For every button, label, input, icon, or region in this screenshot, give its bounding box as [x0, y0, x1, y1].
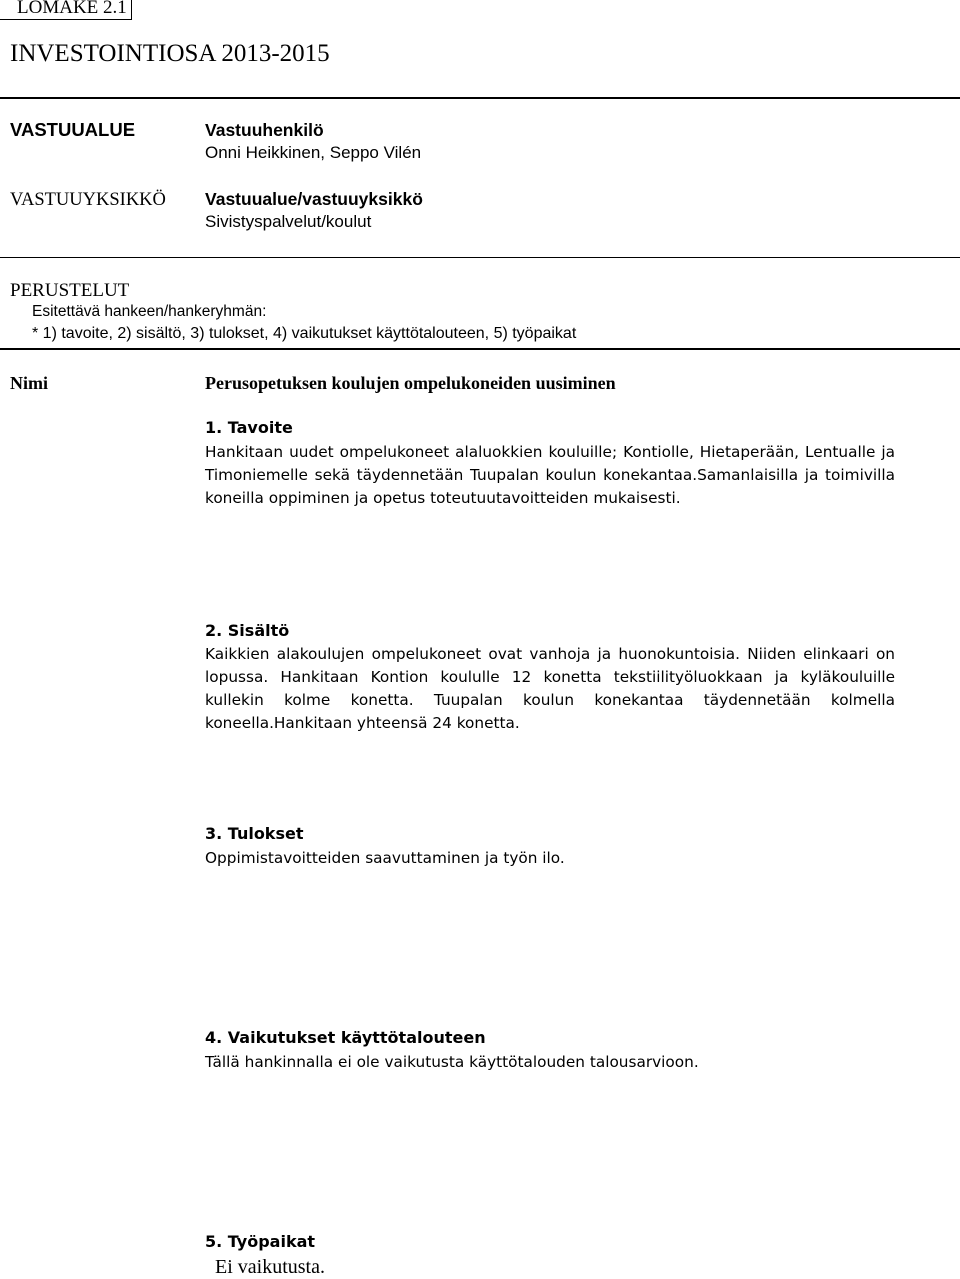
section-results-heading: 3. Tulokset [205, 824, 304, 843]
section-operating-impact-text: Tällä hankinnalla ei ole vaikutusta käyttötalouden talousarvioon. [205, 1053, 699, 1071]
responsibility-unit-label: VASTUUYKSIKKÖ [10, 190, 166, 210]
divider-top [0, 97, 960, 99]
responsibility-area-label: VASTUUALUE [10, 119, 136, 140]
area-unit-value: Sivistyspalvelut/koulut [205, 212, 372, 231]
form-label: LOMAKE 2.1 [17, 0, 127, 18]
rationale-intro: Esitettävä hankeen/hankeryhmän: [32, 303, 267, 320]
divider-name [0, 348, 960, 350]
responsible-person-label: Vastuuhenkilö [205, 120, 324, 140]
section-operating-impact-heading: 4. Vaikutukset käyttötalouteen [205, 1028, 486, 1047]
project-name-label: Nimi [10, 373, 48, 393]
rationale-heading: PERUSTELUT [10, 280, 130, 301]
responsible-person-value: Onni Heikkinen, Seppo Vilén [205, 143, 422, 162]
divider-middle [0, 257, 960, 258]
section-jobs-heading: 5. Työpaikat [205, 1232, 316, 1251]
section-jobs-text: Ei vaikutusta. [215, 1256, 325, 1278]
section-content-text: Kaikkien alakoulujen ompelukoneet ovat vanhoja ja huonokuntoisia. Niiden elinkaari on lopussa. Hankitaan Kontion koululle 12 konetta tekstiilityöluokkaan ja kyläkouluille kullekin kolme konetta. Tuupalan koulun konekantaa täydennetään kolmella koneella.Hankitaan yhteensä 24 konetta. [205, 645, 895, 732]
document-title: INVESTOINTIOSA 2013-2015 [10, 40, 330, 67]
project-name-value: Perusopetuksen koulujen ompelukoneiden uusiminen [205, 373, 616, 393]
section-content-heading: 2. Sisältö [205, 621, 290, 640]
rationale-criteria: * 1) tavoite, 2) sisältö, 3) tulokset, 4) vaikutukset käyttötalouteen, 5) työpaikat [32, 325, 577, 342]
section-goal-text: Hankitaan uudet ompelukoneet alaluokkien kouluille; Kontiolle, Hietaperään, Lentualle ja Timoniemelle sekä täydennetään Tuupalan koulun konekantaa.Samanlaisilla ja toimivilla koneilla oppiminen ja opetus toteutuutavoitteiden mukaisesti. [205, 443, 895, 507]
section-results-text: Oppimistavoitteiden saavuttaminen ja työn ilo. [205, 849, 565, 867]
section-goal-heading: 1. Tavoite [205, 418, 293, 437]
area-unit-label: Vastuualue/vastuuyksikkö [205, 189, 423, 209]
